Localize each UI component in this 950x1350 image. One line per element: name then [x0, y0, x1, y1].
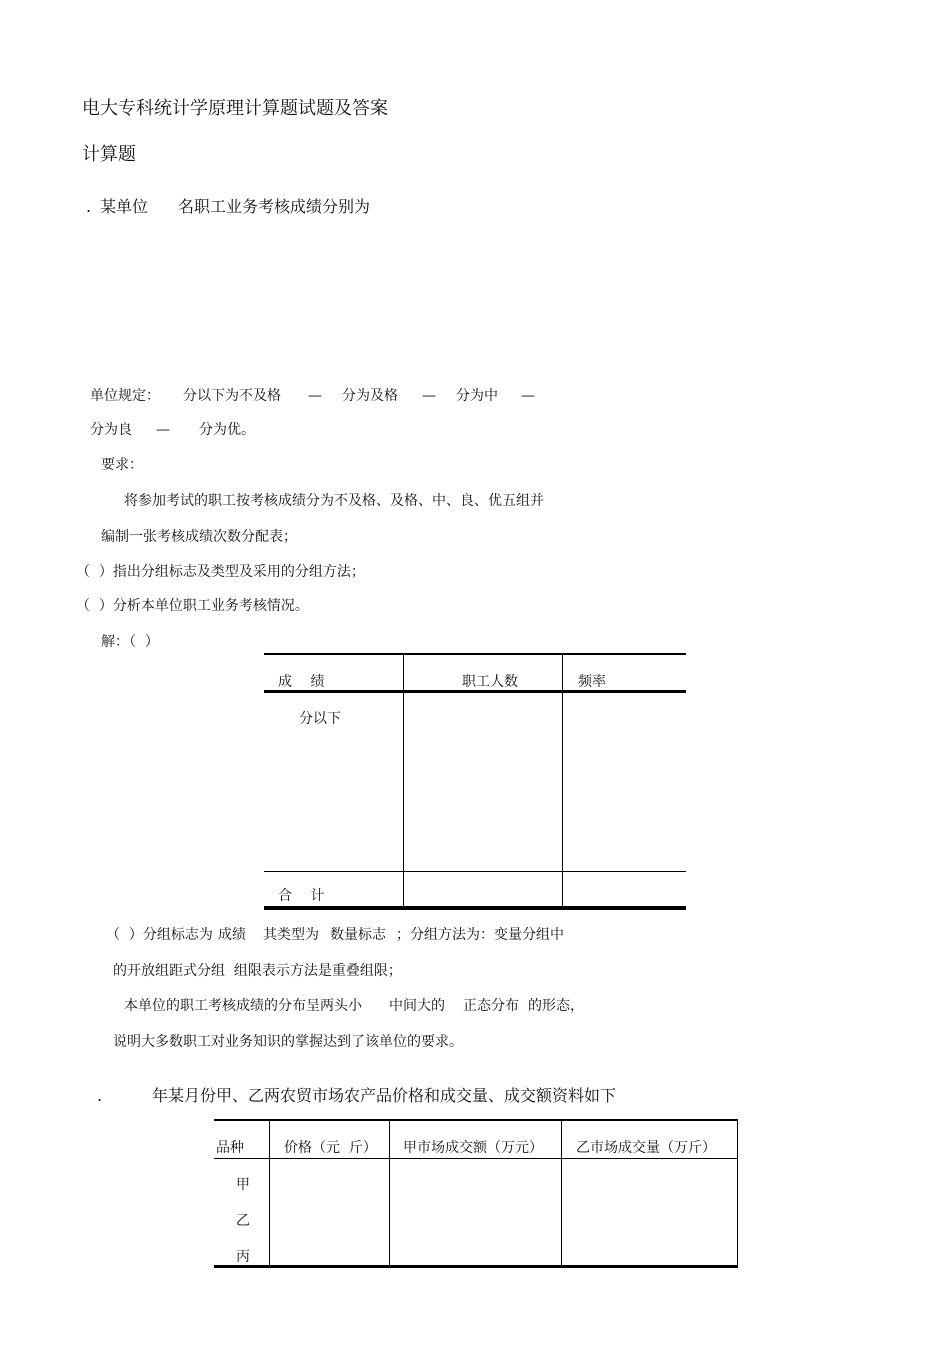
answer-1-d: 数量标志 [330, 927, 386, 943]
rule-good: 分为良 [90, 422, 132, 438]
rule-pass: 分为及格 [342, 388, 398, 404]
header-frequency: 频率 [578, 674, 606, 690]
header-market-b-volume: 乙市场成交量（万斤） [576, 1140, 716, 1156]
header-market-a-amount: 甲市场成交额（万元） [403, 1140, 543, 1156]
answer-1-c: 其类型为 [263, 927, 319, 943]
requirement-3: （ ）分析本单位职工业务考核情况。 [76, 598, 309, 614]
rule-label: 单位规定： [90, 388, 160, 404]
header-score: 成 绩 [278, 674, 325, 690]
rule-fail: 分以下为不及格 [183, 388, 281, 404]
requirement-1-line-2: 编制一张考核成绩次数分配表； [101, 529, 297, 545]
answer-3-d: 的形态， [528, 998, 584, 1014]
answer-2: 的开放组距式分组 组限表示方法是重叠组限； [113, 963, 402, 979]
header-variety: 品种 [216, 1140, 244, 1156]
answer-3-c: 正态分布 [463, 998, 519, 1014]
document-title: 电大专科统计学原理计算题试题及答案 [82, 98, 388, 119]
q1-intro-b: 名职工业务考核成绩分别为 [178, 197, 371, 216]
answer-4: 说明大多数职工对业务知识的掌握达到了该单位的要求。 [113, 1034, 463, 1050]
section-heading: 计算题 [82, 144, 136, 165]
header-staff-count: 职工人数 [462, 674, 518, 690]
row-below-score: 分以下 [299, 711, 341, 727]
rule-dash-1: — [308, 388, 322, 404]
answer-1-b: 成绩 [218, 927, 246, 943]
row-variety-bing: 丙 [236, 1249, 250, 1265]
market-table [214, 1119, 738, 1269]
row-variety-yi: 乙 [236, 1213, 250, 1229]
requirement-1-line-1: 将参加考试的职工按考核成绩分为不及格、及格、中、良、优五组并 [124, 493, 544, 509]
answer-3-b: 中间大的 [389, 998, 445, 1014]
answer-3-a: 本单位的职工考核成绩的分布呈两头小 [124, 998, 362, 1014]
q2-dot: . [97, 1086, 103, 1105]
rule-dash-3: — [521, 388, 535, 404]
score-distribution-table [264, 653, 686, 911]
rule-dash-2: — [422, 388, 436, 404]
q2-intro: 年某月份甲、乙两农贸市场农产品价格和成交量、成交额资料如下 [152, 1086, 617, 1105]
solution-label: 解：（ ） [101, 634, 159, 650]
row-total: 合 计 [278, 888, 325, 904]
requirement-2: （ ）指出分组标志及类型及采用的分组方法； [76, 564, 365, 580]
rule-dash-4: — [156, 422, 170, 438]
row-variety-jia: 甲 [236, 1177, 250, 1193]
answer-1-e: ；分组方法为：变量分组中 [396, 927, 564, 943]
q1-intro-a: 某单位 [100, 197, 149, 216]
require-label: 要求： [101, 457, 143, 473]
rule-mid: 分为中 [456, 388, 498, 404]
header-price: 价格（元 斤） [284, 1140, 377, 1156]
q1-dot: . [86, 197, 92, 216]
answer-1-a: （ ）分组标志为 [106, 927, 213, 943]
rule-excellent: 分为优。 [199, 422, 255, 438]
